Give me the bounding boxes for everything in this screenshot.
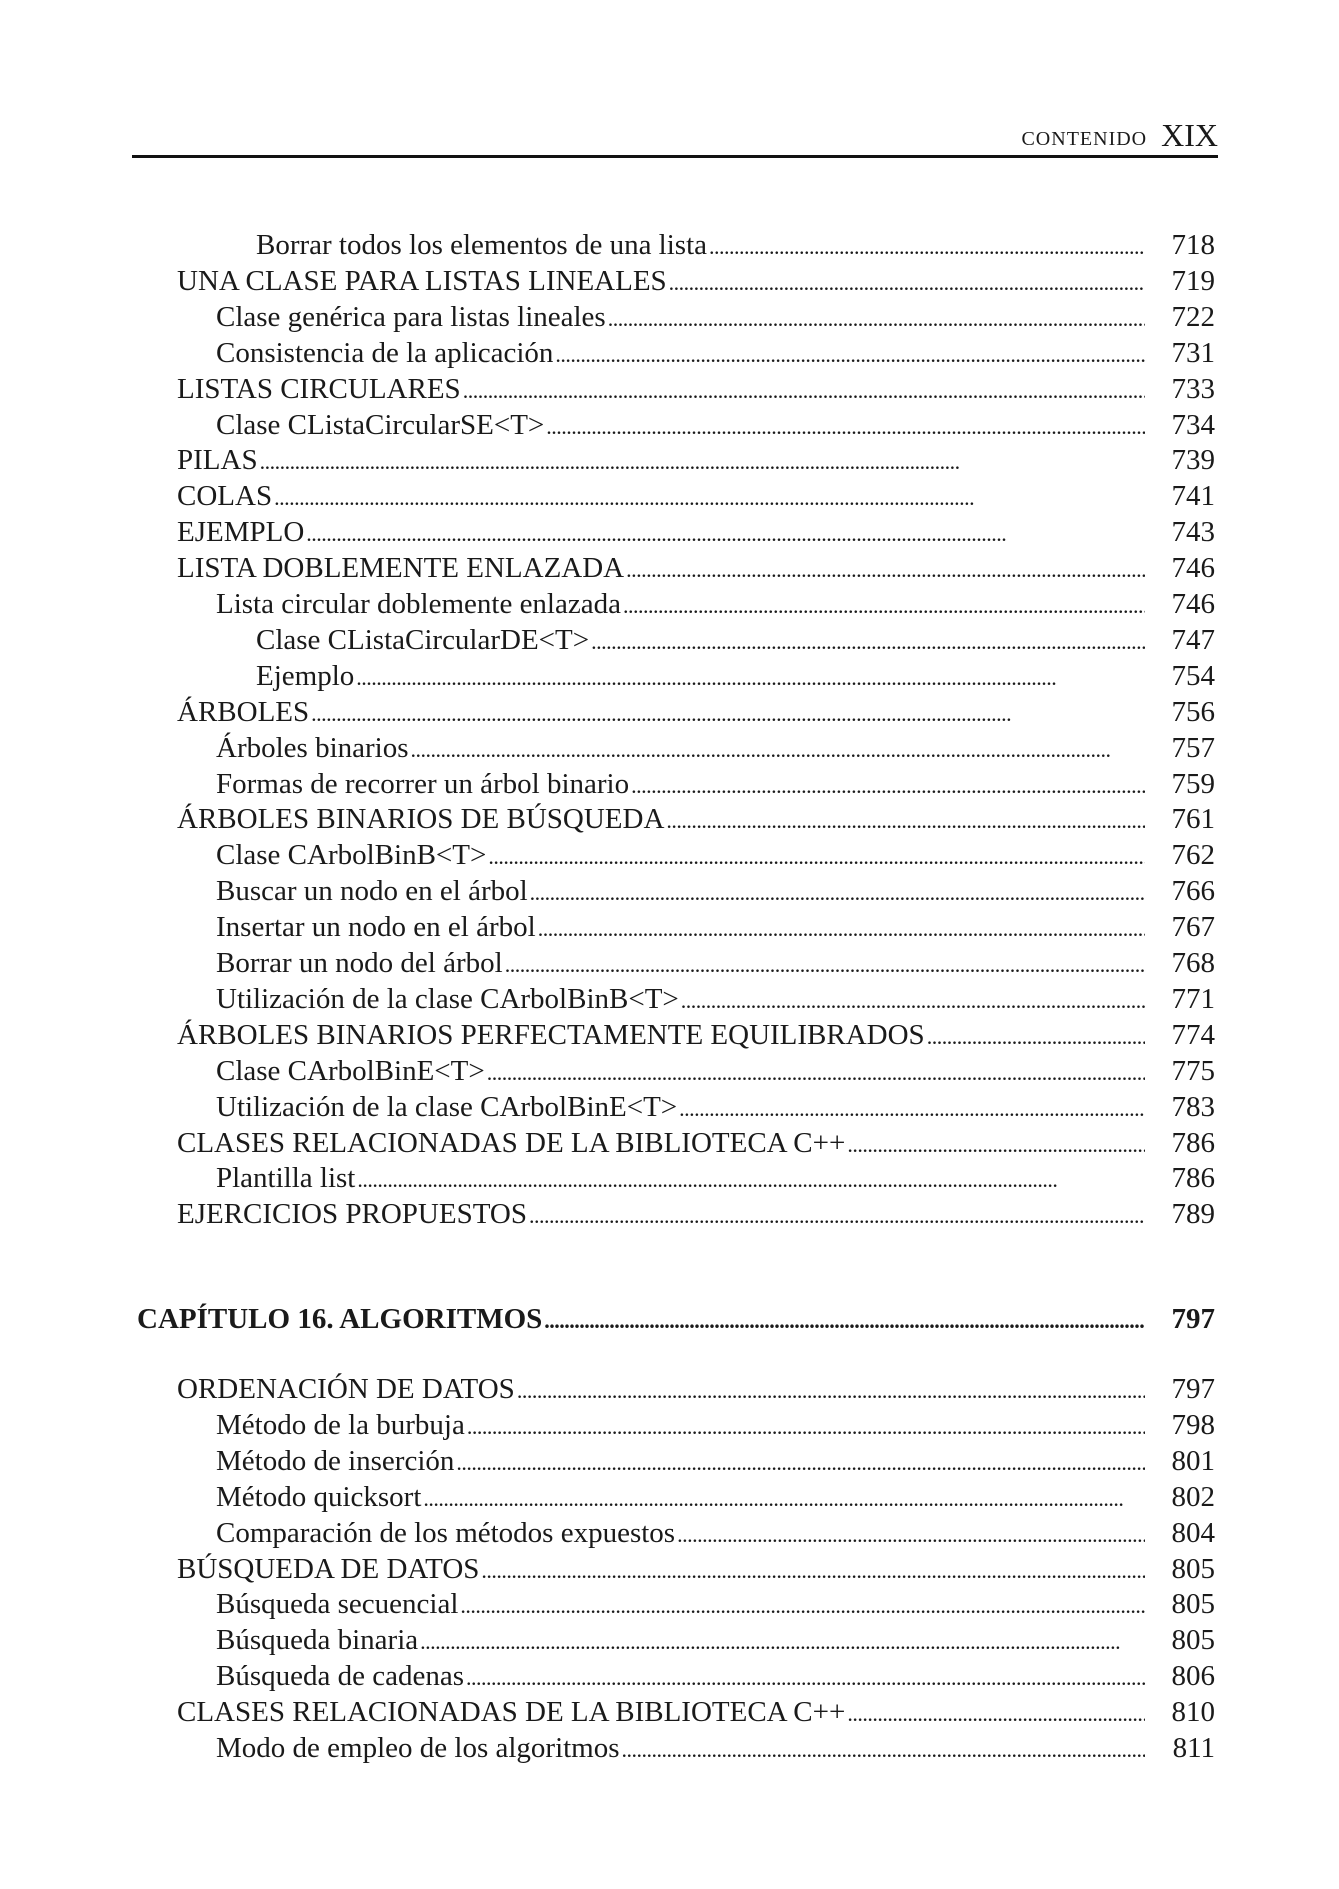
toc-entry-title: Clase CListaCircularDE<T>: [256, 623, 590, 656]
toc-entry-page: 774: [1171, 1018, 1215, 1051]
toc-entry-page: 746: [1171, 588, 1215, 620]
toc-entry-page: 757: [1171, 731, 1215, 764]
toc-entry-title: Ejemplo: [256, 659, 355, 692]
leader-dots: [466, 1661, 1145, 1695]
leader-dots: [608, 302, 1145, 336]
leader-dots: [311, 697, 1145, 731]
toc-entry: [0, 982, 1215, 1016]
toc-entry-page: 743: [1171, 516, 1215, 549]
toc-entry-title: PILAS: [177, 444, 258, 477]
leader-dots: [679, 1092, 1145, 1126]
toc-entry-title: ÁRBOLES: [177, 695, 310, 728]
toc-entry-title: CLASES RELACIONADAS DE LA BIBLIOTECA C++: [177, 1126, 846, 1159]
page-number: XIX: [1161, 117, 1218, 153]
toc-entry: [0, 1444, 1215, 1478]
leader-dots: [544, 1304, 1145, 1338]
toc-entry-page: 731: [1171, 336, 1215, 369]
toc-entry-title: Plantilla list: [216, 1162, 356, 1195]
toc-entry-page: 805: [1171, 1552, 1215, 1585]
toc-entry-title: Clase genérica para listas lineales: [216, 300, 606, 333]
toc-entry-page: 797: [1171, 1303, 1215, 1335]
toc-entry-title: Método quicksort: [216, 1480, 422, 1513]
toc-entry: [0, 1408, 1215, 1442]
toc-entry-page: 771: [1171, 982, 1215, 1015]
toc-entry-page: 783: [1171, 1090, 1215, 1123]
leader-dots: [463, 374, 1145, 408]
toc-entry: [0, 1090, 1215, 1124]
leader-dots: [505, 948, 1145, 982]
running-head-section: CONTENIDO: [1021, 128, 1148, 150]
toc-entry-page: 811: [1172, 1732, 1215, 1764]
toc-entry: [0, 946, 1215, 980]
toc-entry-page: 767: [1171, 911, 1215, 944]
leader-dots: [927, 1020, 1145, 1054]
toc-entry: [0, 372, 1215, 406]
toc-entry: [0, 1731, 1215, 1765]
toc-entry-title: BÚSQUEDA DE DATOS: [177, 1552, 480, 1585]
toc-entry-title: Búsqueda secuencial: [216, 1588, 459, 1621]
toc-entry-page: 786: [1171, 1162, 1215, 1195]
leader-dots: [487, 1056, 1145, 1090]
toc-entry-title: Borrar un nodo del árbol: [216, 947, 503, 979]
leader-dots: [631, 769, 1145, 803]
leader-dots: [460, 1589, 1145, 1623]
toc-entry: [0, 228, 1215, 262]
leader-dots: [623, 589, 1145, 623]
leader-dots: [467, 1410, 1145, 1444]
leader-dots: [423, 1482, 1145, 1516]
toc-entry-title: Modo de empleo de los algoritmos: [216, 1732, 620, 1764]
leader-dots: [420, 1625, 1145, 1659]
toc-entry: [0, 838, 1215, 872]
toc-entry-page: 797: [1171, 1373, 1215, 1405]
leader-dots: [591, 625, 1145, 659]
leader-dots: [666, 804, 1145, 838]
toc-entry-title: Método de inserción: [216, 1444, 455, 1477]
toc-entry: [0, 1161, 1215, 1195]
toc-entry-page: 754: [1171, 659, 1215, 692]
toc-entry-page: 789: [1171, 1198, 1215, 1231]
toc-entry-page: 762: [1171, 839, 1215, 872]
toc-entry-page: 798: [1171, 1408, 1215, 1441]
toc-entry-title: CLASES RELACIONADAS DE LA BIBLIOTECA C++: [177, 1696, 846, 1729]
toc-entry-page: 806: [1171, 1660, 1215, 1693]
toc-entry: [0, 874, 1215, 908]
toc-entry-title: LISTAS CIRCULARES: [177, 372, 461, 405]
toc-entry-page: 801: [1171, 1444, 1215, 1477]
toc-entry-page: 739: [1171, 444, 1215, 477]
leader-dots: [847, 1128, 1145, 1162]
leader-dots: [274, 481, 1145, 515]
leader-dots: [529, 1199, 1145, 1233]
leader-dots: [481, 1554, 1145, 1588]
toc-chapter-entry: [0, 1302, 1215, 1336]
toc-entry: [0, 1372, 1215, 1406]
toc-entry-page: 802: [1171, 1480, 1215, 1513]
toc-entry: [0, 1587, 1215, 1621]
leader-dots: [626, 553, 1145, 587]
toc-entry-page: 722: [1171, 300, 1215, 333]
toc-entry-title: Clase CArbolBinE<T>: [216, 1054, 485, 1087]
toc-entry: [0, 479, 1215, 513]
leader-dots: [677, 1518, 1145, 1552]
toc-entry: [0, 1197, 1215, 1231]
toc-entry-title: COLAS: [177, 480, 273, 513]
toc-entry-title: ÁRBOLES BINARIOS PERFECTAMENTE EQUILIBRADOS: [177, 1018, 925, 1051]
toc-entry-title: Borrar todos los elementos de una lista: [256, 229, 708, 261]
toc-entry: [0, 1018, 1215, 1052]
toc-entry: [0, 1054, 1215, 1088]
toc-entry: [0, 802, 1215, 836]
toc-entry: [0, 1516, 1215, 1550]
toc-entry-page: 747: [1171, 623, 1215, 656]
toc-entry: [0, 551, 1215, 585]
toc-entry-title: Utilización de la clase CArbolBinB<T>: [216, 982, 679, 1015]
toc-entry-page: 766: [1171, 875, 1215, 908]
toc-entry-title: Utilización de la clase CArbolBinE<T>: [216, 1090, 678, 1123]
toc-entry: [0, 264, 1215, 298]
leader-dots: [847, 1697, 1145, 1731]
toc-entry-page: 759: [1171, 767, 1215, 800]
page-header: [132, 118, 1218, 158]
toc-entry-page: 734: [1171, 408, 1215, 441]
leader-dots: [538, 912, 1145, 946]
leader-dots: [456, 1446, 1145, 1480]
toc-entry: [0, 695, 1215, 729]
toc-entry-page: 741: [1171, 480, 1215, 513]
toc-entry-page: 805: [1171, 1588, 1215, 1621]
toc-entry-title: EJEMPLO: [177, 516, 305, 549]
toc-entry: [0, 731, 1215, 765]
toc-entry-title: Árboles binarios: [216, 731, 409, 764]
toc-entry-page: 804: [1171, 1516, 1215, 1549]
toc-entry: [0, 1695, 1215, 1729]
leader-dots: [357, 1163, 1145, 1197]
toc-entry-title: UNA CLASE PARA LISTAS LINEALES: [177, 264, 667, 297]
leader-dots: [546, 410, 1145, 444]
toc-entry-page: 756: [1171, 695, 1215, 728]
toc-entry: [0, 515, 1215, 549]
toc-entry-title: Lista circular doblemente enlazada: [216, 588, 621, 620]
toc-entry-title: Comparación de los métodos expuestos: [216, 1516, 676, 1549]
toc-entry-title: ÁRBOLES BINARIOS DE BÚSQUEDA: [177, 803, 665, 836]
toc-entry-title: EJERCICIOS PROPUESTOS: [177, 1198, 527, 1231]
toc-entry-title: LISTA DOBLEMENTE ENLAZADA: [177, 552, 625, 585]
toc-entry: [0, 659, 1215, 693]
toc-entry: [0, 1623, 1215, 1657]
leader-dots: [260, 445, 1145, 479]
toc-entry-page: 733: [1171, 372, 1215, 405]
leader-dots: [530, 876, 1145, 910]
toc-entry-title: ORDENACIÓN DE DATOS: [177, 1373, 515, 1405]
toc-entry-title: Formas de recorrer un árbol binario: [216, 767, 630, 800]
toc-entry: [0, 910, 1215, 944]
leader-dots: [517, 1374, 1145, 1408]
toc-entry-page: 761: [1171, 803, 1215, 836]
toc-entry-page: 786: [1171, 1126, 1215, 1159]
toc-entry-title: Clase CListaCircularSE<T>: [216, 408, 545, 441]
toc-entry-title: Búsqueda binaria: [216, 1624, 419, 1657]
toc-entry-page: 805: [1171, 1624, 1215, 1657]
toc-entry-title: Método de la burbuja: [216, 1408, 465, 1441]
toc-entry-page: 718: [1171, 229, 1215, 261]
leader-dots: [306, 517, 1145, 551]
toc-entry: [0, 443, 1215, 477]
toc-entry: [0, 623, 1215, 657]
leader-dots: [622, 1733, 1145, 1767]
toc-entry: [0, 767, 1215, 801]
toc-entry: [0, 300, 1215, 334]
toc-entry: [0, 587, 1215, 621]
toc-entry: [0, 1659, 1215, 1693]
leader-dots: [356, 661, 1145, 695]
toc-entry: [0, 1552, 1215, 1586]
leader-dots: [555, 338, 1145, 372]
toc-entry-title: Búsqueda de cadenas: [216, 1660, 465, 1693]
toc-entry-page: 746: [1171, 552, 1215, 585]
toc-entry: [0, 1126, 1215, 1160]
toc-entry-page: 719: [1171, 264, 1215, 297]
toc-entry-title: Buscar un nodo en el árbol: [216, 875, 528, 908]
leader-dots: [411, 733, 1146, 767]
toc-entry: [0, 408, 1215, 442]
leader-dots: [488, 840, 1145, 874]
leader-dots: [669, 266, 1145, 300]
toc-entry-title: Consistencia de la aplicación: [216, 336, 554, 369]
toc-entry-page: 810: [1171, 1696, 1215, 1729]
toc-entry-title: CAPÍTULO 16. ALGORITMOS: [137, 1303, 543, 1335]
toc-entry: [0, 336, 1215, 370]
toc-entry: [0, 1480, 1215, 1514]
toc-entry-page: 775: [1171, 1054, 1215, 1087]
toc-entry-page: 768: [1171, 947, 1215, 979]
toc-entry-title: Clase CArbolBinB<T>: [216, 839, 487, 872]
leader-dots: [681, 984, 1145, 1018]
leader-dots: [709, 230, 1145, 264]
toc-entry-title: Insertar un nodo en el árbol: [216, 911, 536, 944]
